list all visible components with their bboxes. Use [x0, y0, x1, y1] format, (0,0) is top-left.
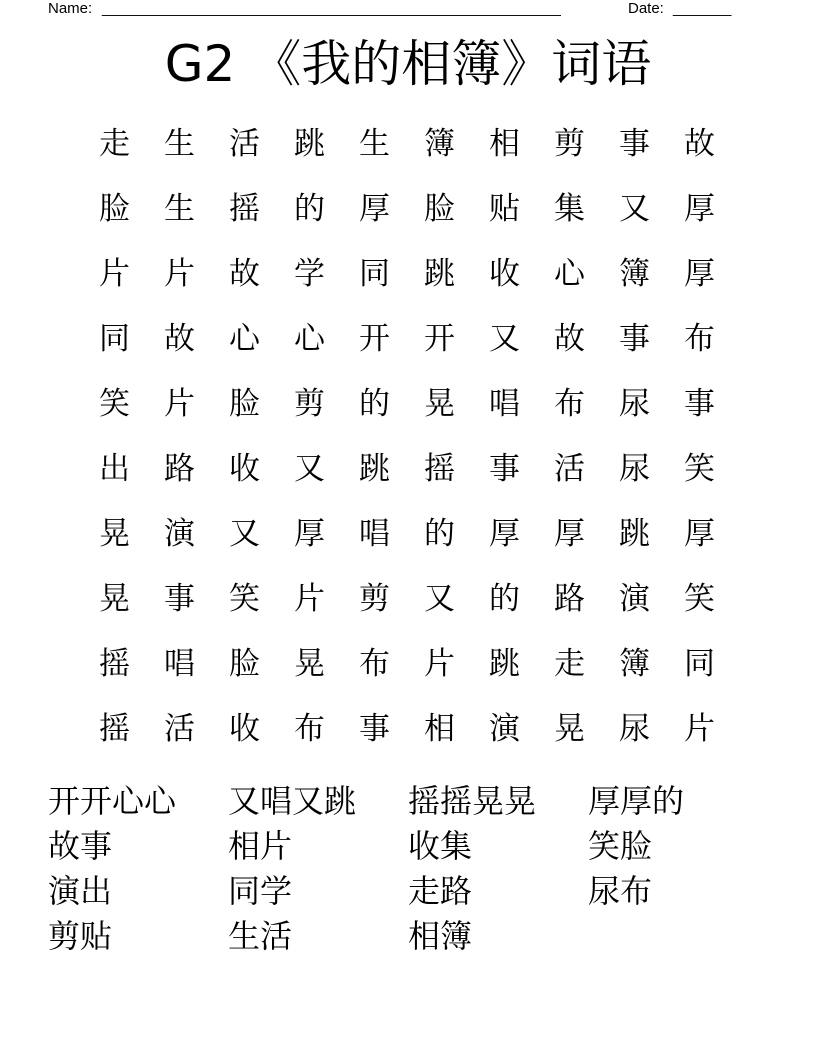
- grid-cell: 收: [229, 451, 260, 487]
- grid-cell: 心: [294, 321, 325, 357]
- grid-cell: 厚: [554, 516, 585, 552]
- name-label: Name:: [48, 0, 93, 17]
- grid-cell: 又: [619, 191, 650, 227]
- grid-cell: 开: [359, 321, 390, 357]
- grid-cell: 脸: [99, 191, 130, 227]
- grid-cell: 脸: [424, 191, 455, 227]
- grid-cell: 厚: [489, 516, 520, 552]
- grid-cell: 片: [99, 256, 130, 292]
- grid-cell: 活: [554, 451, 585, 487]
- grid-cell: 故: [164, 321, 195, 357]
- grid-cell: 剪: [359, 581, 390, 617]
- grid-cell: 摇: [229, 191, 260, 227]
- grid-cell: 脸: [229, 386, 260, 422]
- grid-cell: 笑: [684, 581, 715, 617]
- date-blank-line: _______: [673, 0, 732, 17]
- date-label: Date:: [628, 0, 664, 17]
- grid-cell: 的: [359, 386, 390, 422]
- grid-cell: 事: [164, 581, 195, 617]
- grid-cell: 布: [359, 646, 390, 682]
- grid-cell: 摇: [99, 646, 130, 682]
- word-bank-item: 同学: [228, 872, 293, 910]
- grid-cell: 生: [164, 191, 195, 227]
- grid-cell: 尿: [619, 711, 650, 747]
- grid-cell: 故: [684, 126, 715, 162]
- word-bank-item: 收集: [408, 827, 473, 865]
- word-search-grid: [82, 112, 732, 762]
- grid-cell: 演: [489, 711, 520, 747]
- word-bank-item: 又唱又跳: [228, 782, 357, 820]
- grid-cell: 相: [489, 126, 520, 162]
- grid-cell: 同: [359, 256, 390, 292]
- grid-cell: 晃: [294, 646, 325, 682]
- grid-cell: 的: [294, 191, 325, 227]
- word-bank-item: 笑脸: [588, 827, 653, 865]
- grid-cell: 又: [294, 451, 325, 487]
- word-bank-item: 生活: [228, 917, 293, 955]
- grid-cell: 收: [229, 711, 260, 747]
- grid-cell: 厚: [684, 256, 715, 292]
- grid-cell: 又: [229, 516, 260, 552]
- grid-cell: 晃: [99, 581, 130, 617]
- grid-cell: 厚: [684, 191, 715, 227]
- grid-cell: 簿: [424, 126, 455, 162]
- name-blank-line: _______________________________________________________: [102, 0, 561, 17]
- header-line: [48, 0, 748, 20]
- grid-cell: 心: [554, 256, 585, 292]
- grid-cell: 事: [684, 386, 715, 422]
- grid-cell: 活: [229, 126, 260, 162]
- grid-cell: 笑: [229, 581, 260, 617]
- grid-cell: 学: [294, 256, 325, 292]
- grid-cell: 同: [99, 321, 130, 357]
- grid-cell: 晃: [424, 386, 455, 422]
- word-bank: [48, 779, 768, 959]
- grid-cell: 脸: [229, 646, 260, 682]
- grid-cell: 厚: [684, 516, 715, 552]
- grid-cell: 演: [619, 581, 650, 617]
- grid-cell: 事: [619, 321, 650, 357]
- grid-cell: 片: [294, 581, 325, 617]
- grid-cell: 笑: [99, 386, 130, 422]
- grid-cell: 片: [424, 646, 455, 682]
- word-bank-item: 开开心心: [48, 782, 177, 820]
- grid-cell: 出: [99, 451, 130, 487]
- grid-cell: 同: [684, 646, 715, 682]
- grid-cell: 簿: [619, 256, 650, 292]
- grid-cell: 开: [424, 321, 455, 357]
- grid-cell: 故: [554, 321, 585, 357]
- grid-cell: 剪: [294, 386, 325, 422]
- grid-cell: 摇: [424, 451, 455, 487]
- grid-cell: 跳: [489, 646, 520, 682]
- grid-cell: 的: [489, 581, 520, 617]
- grid-cell: 生: [164, 126, 195, 162]
- grid-cell: 唱: [359, 516, 390, 552]
- grid-cell: 布: [684, 321, 715, 357]
- grid-cell: 片: [684, 711, 715, 747]
- grid-cell: 心: [229, 321, 260, 357]
- grid-cell: 跳: [359, 451, 390, 487]
- grid-cell: 布: [554, 386, 585, 422]
- grid-cell: 跳: [294, 126, 325, 162]
- word-bank-item: 尿布: [588, 872, 653, 910]
- grid-cell: 布: [294, 711, 325, 747]
- word-bank-item: 演出: [48, 872, 113, 910]
- grid-cell: 跳: [424, 256, 455, 292]
- word-bank-item: 相簿: [408, 917, 473, 955]
- grid-cell: 事: [489, 451, 520, 487]
- grid-cell: 唱: [489, 386, 520, 422]
- grid-cell: 事: [359, 711, 390, 747]
- grid-cell: 剪: [554, 126, 585, 162]
- word-bank-item: 相片: [228, 827, 293, 865]
- grid-cell: 集: [554, 191, 585, 227]
- grid-cell: 尿: [619, 451, 650, 487]
- word-bank-item: 故事: [48, 827, 113, 865]
- grid-cell: 厚: [294, 516, 325, 552]
- grid-cell: 摇: [99, 711, 130, 747]
- grid-cell: 走: [99, 126, 130, 162]
- grid-cell: 厚: [359, 191, 390, 227]
- grid-cell: 路: [554, 581, 585, 617]
- grid-cell: 生: [359, 126, 390, 162]
- grid-cell: 又: [424, 581, 455, 617]
- grid-cell: 事: [619, 126, 650, 162]
- grid-cell: 笑: [684, 451, 715, 487]
- grid-cell: 片: [164, 386, 195, 422]
- grid-cell: 尿: [619, 386, 650, 422]
- grid-cell: 晃: [554, 711, 585, 747]
- grid-cell: 相: [424, 711, 455, 747]
- word-bank-item: 摇摇晃晃: [408, 782, 537, 820]
- grid-cell: 故: [229, 256, 260, 292]
- grid-cell: 的: [424, 516, 455, 552]
- grid-cell: 活: [164, 711, 195, 747]
- grid-cell: 又: [489, 321, 520, 357]
- grid-cell: 贴: [489, 191, 520, 227]
- word-bank-item: 走路: [408, 872, 473, 910]
- grid-cell: 片: [164, 256, 195, 292]
- grid-cell: 跳: [619, 516, 650, 552]
- grid-cell: 演: [164, 516, 195, 552]
- word-bank-item: 厚厚的: [588, 782, 685, 820]
- grid-cell: 走: [554, 646, 585, 682]
- grid-cell: 路: [164, 451, 195, 487]
- grid-cell: 收: [489, 256, 520, 292]
- word-bank-item: 剪贴: [48, 917, 113, 955]
- grid-cell: 唱: [164, 646, 195, 682]
- page-title: G2 《我的相簿》词语: [164, 35, 652, 93]
- grid-cell: 晃: [99, 516, 130, 552]
- grid-cell: 簿: [619, 646, 650, 682]
